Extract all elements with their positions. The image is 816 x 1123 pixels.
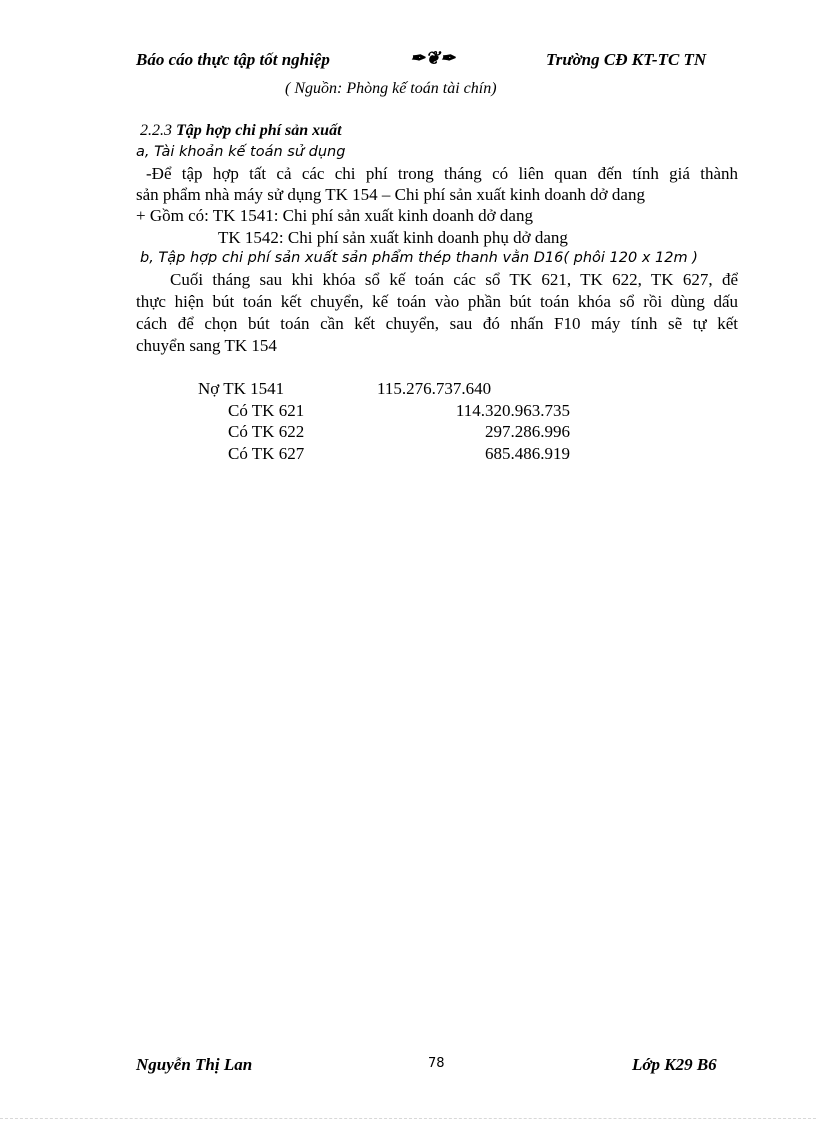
credit-label: Có TK 622 <box>228 422 305 441</box>
paragraph-2-line-2: thực hiện bút toán kết chuyển, kế toán vào phần bút toán khóa sổ rồi dùng dấu <box>136 292 738 311</box>
subsection-b: b, Tập hợp chi phí sản xuất sản phẩm thép thanh vằn D16( phôi 120 x 12m ) <box>140 250 698 266</box>
page-number: 78 <box>428 1056 445 1071</box>
section-number: 2.2.3 <box>140 122 172 139</box>
debit-label: Nợ TK 1541 <box>198 379 285 398</box>
subsection-a: a, Tài khoản kế toán sử dụng <box>136 144 346 160</box>
header-right-title: Trường CĐ KT-TC TN <box>546 50 707 69</box>
page-edge-divider <box>0 1118 816 1119</box>
paragraph-1-line-2: sản phẩm nhà máy sử dụng TK 154 – Chi phí sản xuất kinh doanh dở dang <box>136 185 645 204</box>
paragraph-2-line-1: Cuối tháng sau khi khóa sổ kế toán các sổ TK 621, TK 622, TK 627, để <box>170 270 738 289</box>
includes-line-1: + Gồm có: TK 1541: Chi phí sản xuất kinh doanh dở dang <box>136 206 533 225</box>
header-left-title: Báo cáo thực tập tốt nghiệp <box>136 50 330 69</box>
section-heading <box>140 122 342 140</box>
credit-amount: 114.320.963.735 <box>455 401 570 420</box>
includes-line-2: TK 1542: Chi phí sản xuất kinh doanh phụ dở dang <box>218 228 568 247</box>
debit-amount: 115.276.737.640 <box>377 379 492 398</box>
footer-author: Nguyễn Thị Lan <box>136 1055 253 1074</box>
footer-class: Lớp K29 B6 <box>632 1055 717 1074</box>
credit-amount: 685.486.919 <box>485 444 570 463</box>
credit-label: Có TK 621 <box>228 401 305 420</box>
header-logo-icon: ✒❦✒ <box>410 48 456 68</box>
paragraph-2-line-4: chuyển sang TK 154 <box>136 336 277 355</box>
source-note: ( Nguồn: Phòng kế toán tài chín) <box>285 80 497 97</box>
paragraph-2-line-3: cách để chọn bút toán cần kết chuyển, sau đó nhấn F10 máy tính sẽ tự kết <box>136 314 738 333</box>
credit-amount: 297.286.996 <box>485 422 570 441</box>
section-title: Tập hợp chi phí sản xuất <box>176 122 342 139</box>
paragraph-1-line-1: -Để tập hợp tất cả các chi phí trong tháng có liên quan đến tính giá thành <box>146 164 738 183</box>
credit-label: Có TK 627 <box>228 444 305 463</box>
